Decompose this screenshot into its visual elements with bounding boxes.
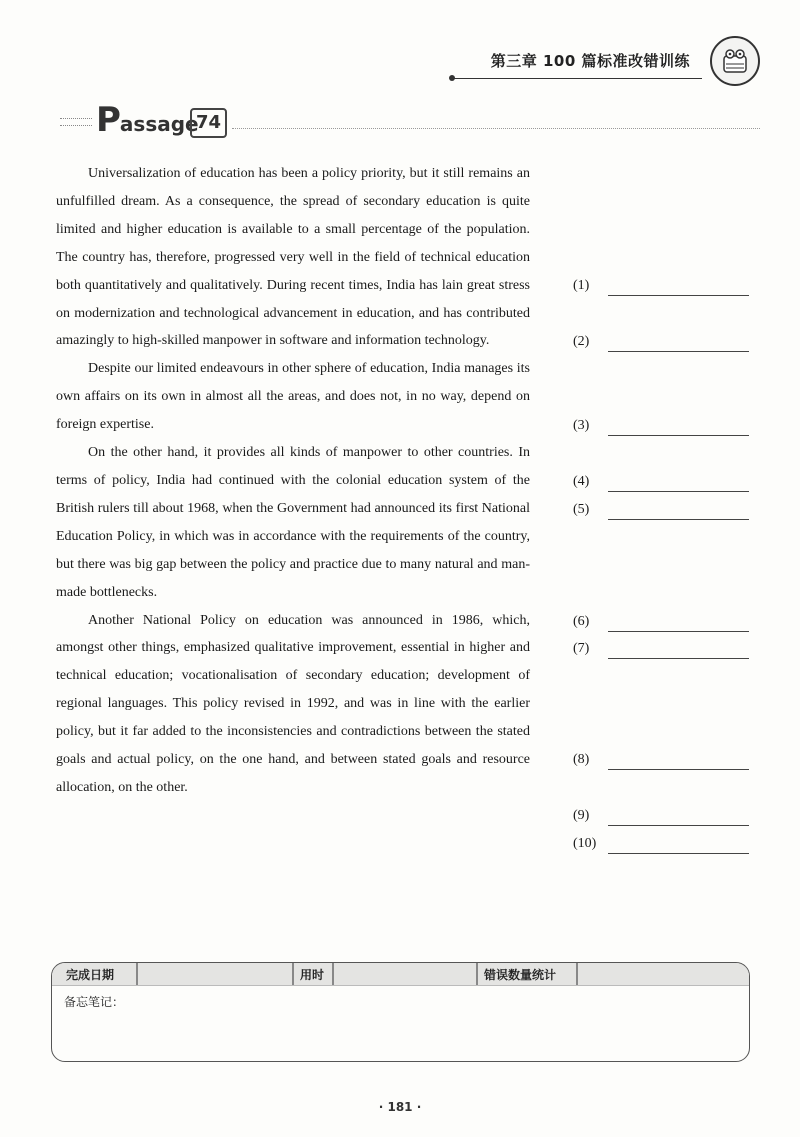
header-dot [449,75,455,81]
heading-rule [232,128,760,129]
record-header [52,963,749,986]
header-rule [452,78,702,79]
answer-blank-10[interactable]: (10) [573,836,749,856]
answer-blank-4[interactable]: (4) [573,474,749,494]
memo-label: 备忘笔记： [64,995,125,1009]
page-number: · 181 · [378,1100,422,1114]
page-header [0,36,760,88]
passage-body [56,160,530,802]
answer-blank-6[interactable]: (6) [573,614,749,634]
error-count-label: 错误数量统计 [484,968,557,982]
mascot-badge-icon [710,36,760,86]
answer-blank-1[interactable]: (1) [573,278,749,298]
answer-blank-5[interactable]: (5) [573,502,749,522]
paragraph-4: Another National Policy on education was announced in 1986, which, amongst other things, emphasized qualitative improvement, essential in higher and technical education; vocationalisation of secondary education; development of regional languages. This policy revised in 1992, and was in line with the earlier policy, but it far added to the inconsistencies and contradictions between the stated goals and actual policy, on the one hand, and between stated goals and resource allocation, on the other. [56,612,530,795]
record-box [51,962,750,1062]
paragraph-1: Universalization of education has been a policy priority, but it still remains an unfulfilled dream. As a consequence, the spread of secondary education is quite limited and higher education is available to a small percentage of the population. The country has, therefore, progressed very well in the field of technical education both quantitatively and qualitatively. During recent times, India has lain great stress on modernization and technological advancement in education, and has contributed amazingly to high-skilled manpower in software and information technology. [56,166,530,349]
heading-decoration [60,118,92,126]
passage-word: Passage [96,100,199,140]
paragraph-3: On the other hand, it provides all kinds of manpower to other countries. In terms of policy, India had continued with the colonial education system of the British rulers till about 1968, when the Government had announced its first National Education Policy, in which was in accordance with the requirements of the country, but there was big gap between the policy and practice due to many natural and man-made bottlenecks. [56,445,530,600]
answer-blank-2[interactable]: (2) [573,334,749,354]
time-used-label: 用时 [300,968,325,982]
answer-blank-3[interactable]: (3) [573,418,749,438]
completion-date-label: 完成日期 [66,968,115,982]
answer-blank-8[interactable]: (8) [573,752,749,772]
passage-heading [60,100,760,140]
passage-number: 74 [190,108,227,138]
paragraph-2: Despite our limited endeavours in other sphere of education, India manages its own affairs on its own in almost all the areas, and does not, in no way, depend on foreign expertise. [56,361,530,433]
answer-blank-7[interactable]: (7) [573,641,749,661]
answer-blank-9[interactable]: (9) [573,808,749,828]
chapter-title: 第三章 100 篇标准改错训练 [490,52,690,70]
